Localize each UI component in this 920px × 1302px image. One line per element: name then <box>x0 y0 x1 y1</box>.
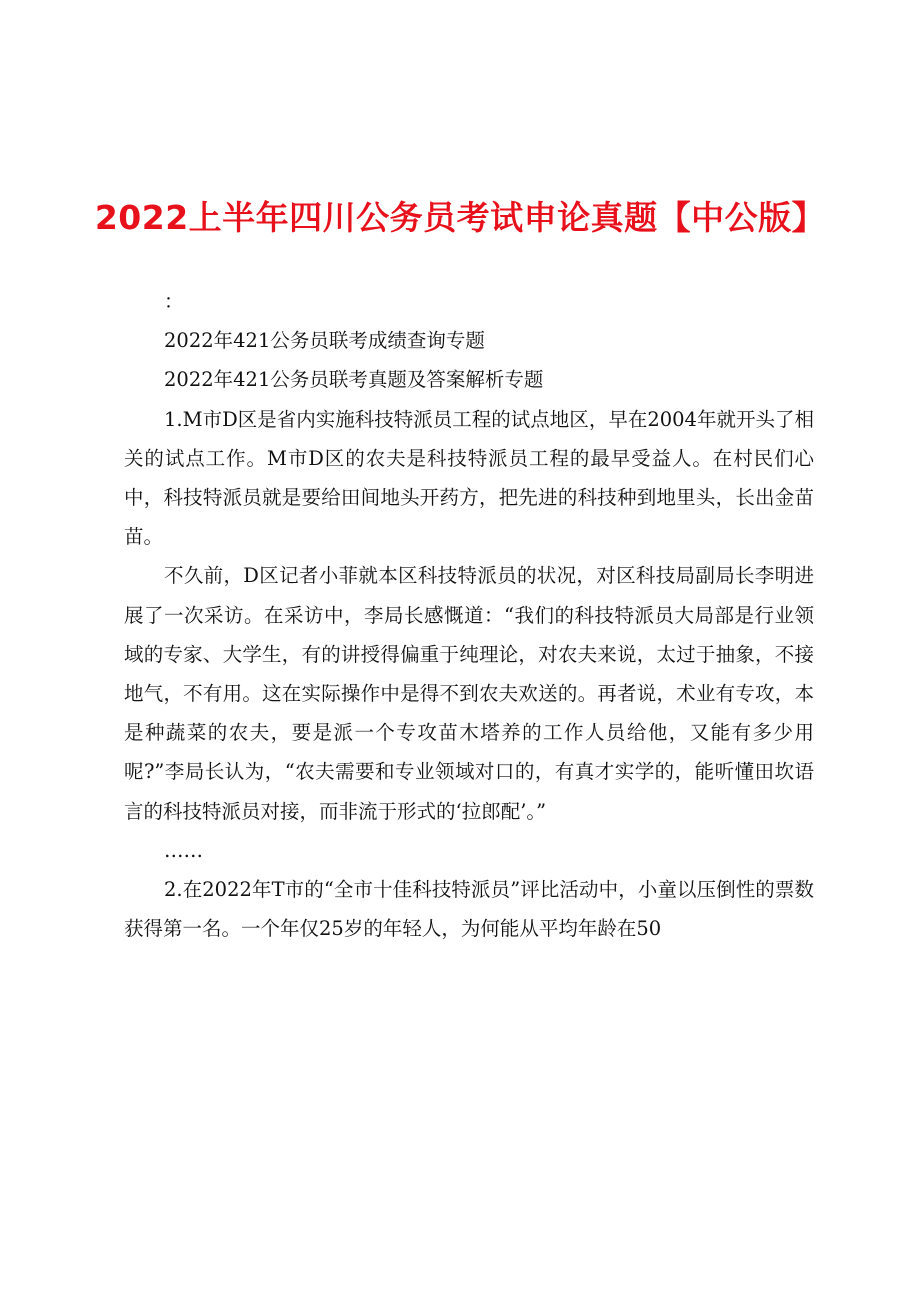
paragraph-score-topic: 2022年421公务员联考成绩查询专题 <box>164 329 485 353</box>
paragraph-interview: 不久前，D区记者小菲就本区科技特派员的状况，对区科技局副局长李明进展了一次采访。在采访中，李局长感慨道：“我们的科技特派员大局部是行业领域的专家、大学生，有的讲授得偏重于纯理论，对农夫来说，太过于抽象，不接地气，不有用。这在实际操作中是得不到农夫欢送的。再者说，术业有专攻，本是种蔬菜的农夫，要是派一个专攻苗木塔养的工作人员给他，又能有多少用呢?”李局长认为，“农夫需要和专业领域对口的，有真才实学的，能听懂田坎语言的科技特派员对接，而非流于形式的‘拉郎配’。” <box>124 564 814 823</box>
paragraph-answer-topic: 2022年421公务员联考真题及答案解析专题 <box>164 368 544 392</box>
document-body <box>124 282 814 948</box>
paragraph-material-2: 2.在2022年T市的“全市十佳科技特派员”评比活动中，小童以压倒性的票数获得第一名。一个年仅25岁的年轻人，为何能从平均年龄在50 <box>124 878 814 941</box>
paragraph-colon: ： <box>164 290 184 313</box>
paragraph-ellipsis: …… <box>164 838 203 862</box>
document-title: 2022上半年四川公务员考试申论真题【中公版】 <box>94 198 826 237</box>
paragraph-material-1: 1.M市D区是省内实施科技特派员工程的试点地区，早在2004年就开头了相关的试点工作。M市D区的农夫是科技特派员工程的最早受益人。在村民们心中，科技特派员就是要给田间地头开药方，把先进的科技种到地里头，长出金苗苗。 <box>124 407 814 549</box>
